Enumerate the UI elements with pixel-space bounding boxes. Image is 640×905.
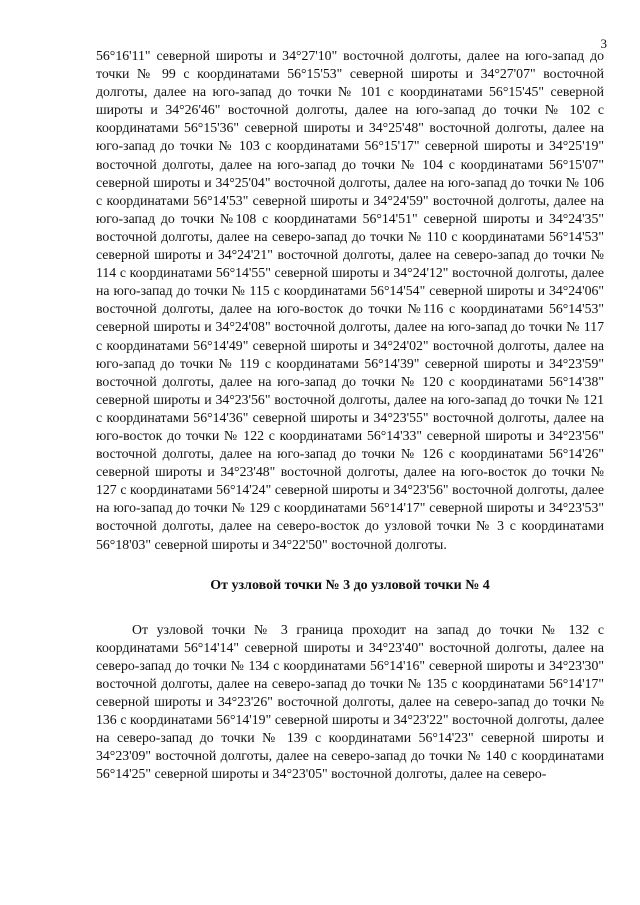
document-body [96,47,604,783]
page-number: 3 [600,36,607,51]
section-heading: От узловой точки № 3 до узловой точки № 4 [210,577,490,593]
paragraph-boundary-description-continued: 56°16'11" северной широты и 34°27'10" восточной долготы, далее на юго-запад до точки № 99 с координатами 56°15'53" северной широты и 34°27'07" восточной долготы, далее на юго-запад до точки № 101 с координатами 56°15'45" северной широты и 34°26'46" восточной долготы, далее на юго-запад до точки № 102 с координатами 56°15'36" северной широты и 34°25'48" восточной долготы, далее на юго-запад до точки № 103 с координатами 56°15'17" северной широты и 34°25'19" восточной долготы, далее на юго-запад до точки № 104 с координатами 56°15'07" северной широты и 34°25'04" восточной долготы, далее на юго-запад до точки № 106 с координатами 56°14'53" северной широты и 34°24'59" восточной долготы, далее на юго-запад до точки №108 с координатами 56°14'51" северной широты и 34°24'35" восточной долготы, далее на северо-запад до точки № 110 с координатами 56°14'53" северной широты и 34°24'21" восточной долготы, далее на северо-запад до точки № 114 с координатами 56°14'55" северной широты и 34°24'12" восточной долготы, далее на юго-запад до точки № 115 с координатами 56°14'54" северной широты и 34°24'06" восточной долготы, далее на юго-восток до точки №116 с координатами 56°14'53" северной широты и 34°24'08" восточной долготы, далее на юго-запад до точки № 117 с координатами 56°14'49" северной широты и 34°24'02" восточной долготы, далее на юго-запад до точки № 119 с координатами 56°14'39" северной широты и 34°23'59" восточной долготы, далее на юго-запад до точки № 120 с координатами 56°14'38" северной широты и 34°23'56" восточной долготы, далее на юго-запад до точки № 121 с координатами 56°14'36" северной широты и 34°23'55" восточной долготы, далее на юго-восток до точки № 122 с координатами 56°14'33" северной широты и 34°23'56" восточной долготы, далее на юго-запад до точки № 126 с координатами 56°14'26" северной широты и 34°23'48" восточной долготы, далее на юго-восток до точки № 127 с координатами 56°14'24" северной широты и 34°23'56" восточной долготы, далее на юго-запад до точки № 129 с координатами 56°14'17" северной широты и 34°23'53" восточной долготы, далее на северо-восток до узловой точки № 3 с координатами 56°18'03" северной широты и 34°22'50" восточной долготы. [96,48,604,552]
paragraph-boundary-node-3-to-4: От узловой точки № 3 граница проходит на запад до точки № 132 с координатами 56°14'14" северной широты и 34°23'40" восточной долготы, далее на северо-запад до точки № 134 с координатами 56°14'16" северной широты и 34°23'30" восточной долготы, далее на северо-запад до точки № 135 с координатами 56°14'17" северной широты и 34°23'26" восточной долготы, далее на северо-запад до точки № 136 с координатами 56°14'19" северной широты и 34°23'22" восточной долготы, далее на северо-запад до точки № 139 с координатами 56°14'23" северной широты и 34°23'09" восточной долготы, далее на северо-запад до точки № 140 с координатами 56°14'25" северной широты и 34°23'05" восточной долготы, далее на северо- [96,621,604,782]
